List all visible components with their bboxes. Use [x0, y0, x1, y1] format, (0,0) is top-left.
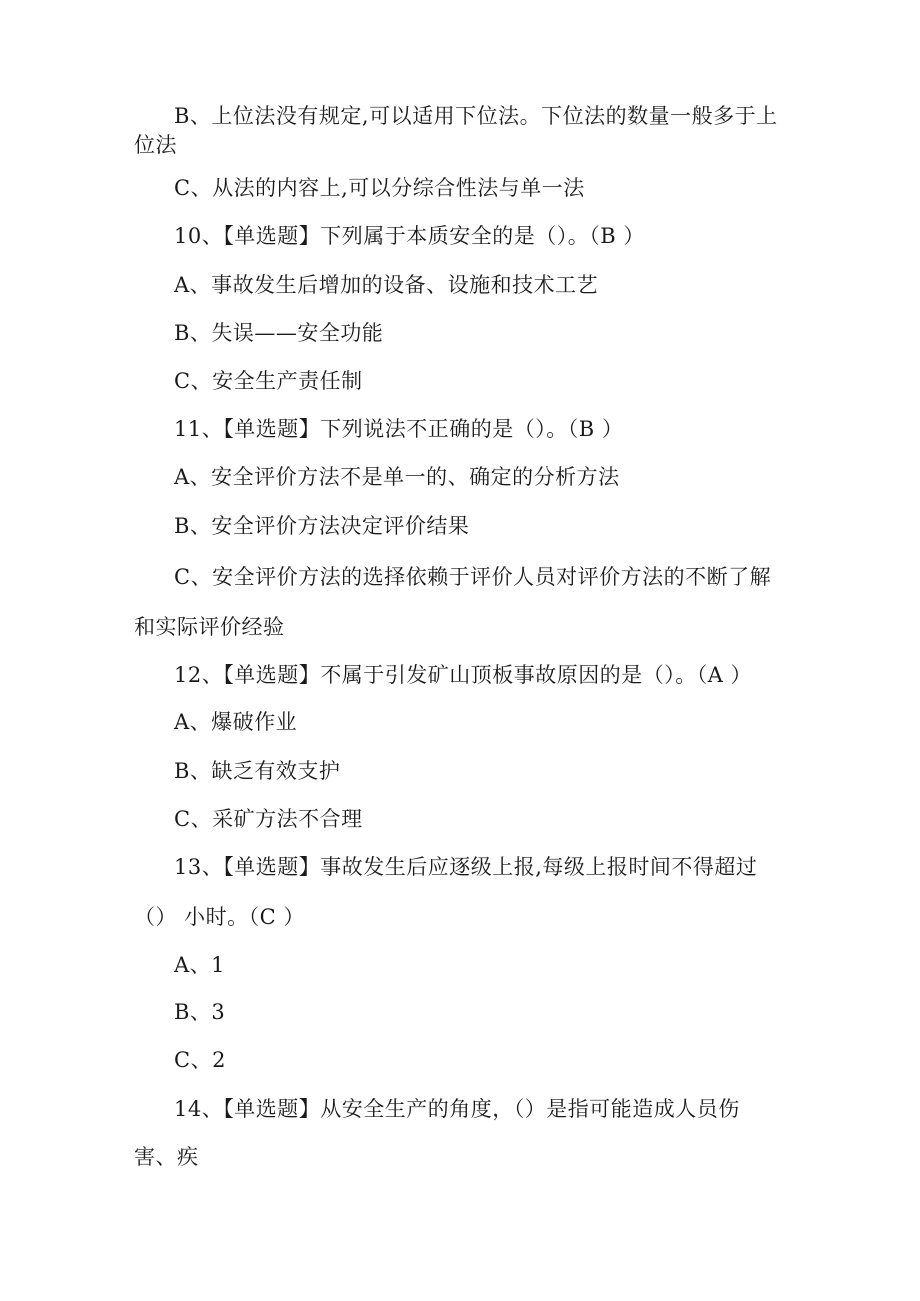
option-b-q9-continued: 位法 — [134, 133, 177, 157]
option-b-q12: B、缺乏有效支护 — [174, 759, 341, 783]
option-a-q13: A、1 — [174, 953, 226, 977]
question-10: 10、【单选题】下列属于本质安全的是（）。（B ） — [174, 224, 645, 248]
question-13: 13、【单选题】事故发生后应逐级上报,每级上报时间不得超过 — [174, 855, 758, 879]
question-14: 14、【单选题】从安全生产的角度，（）是指可能造成人员伤 — [174, 1097, 740, 1121]
option-b-q11: B、安全评价方法决定评价结果 — [174, 514, 470, 538]
option-b-q13: B、3 — [174, 1000, 226, 1024]
option-a-q10: A、事故发生后增加的设备、设施和技术工艺 — [174, 273, 599, 297]
option-c-q12: C、采矿方法不合理 — [174, 807, 363, 831]
option-c-q10: C、安全生产责任制 — [174, 369, 363, 393]
question-13-continued: （） 小时。（C ） — [134, 905, 305, 929]
option-c-q11-continued: 和实际评价经验 — [134, 615, 285, 639]
option-c-q9: C、从法的内容上,可以分综合性法与单一法 — [174, 176, 585, 200]
question-12: 12、【单选题】不属于引发矿山顶板事故原因的是（）。（A ） — [174, 663, 753, 687]
option-a-q11: A、安全评价方法不是单一的、确定的分析方法 — [174, 465, 620, 489]
option-b-q9: B、上位法没有规定,可以适用下位法。下位法的数量一般多于上 — [174, 104, 778, 128]
question-14-continued: 害、疾 — [134, 1145, 199, 1169]
option-a-q12: A、爆破作业 — [174, 710, 298, 734]
option-c-q13: C、2 — [174, 1048, 226, 1072]
option-b-q10: B、失误——安全功能 — [174, 321, 384, 345]
question-11: 11、【单选题】下列说法不正确的是（）。（B ） — [174, 417, 624, 441]
option-c-q11: C、安全评价方法的选择依赖于评价人员对评价方法的不断了解 — [174, 565, 772, 589]
